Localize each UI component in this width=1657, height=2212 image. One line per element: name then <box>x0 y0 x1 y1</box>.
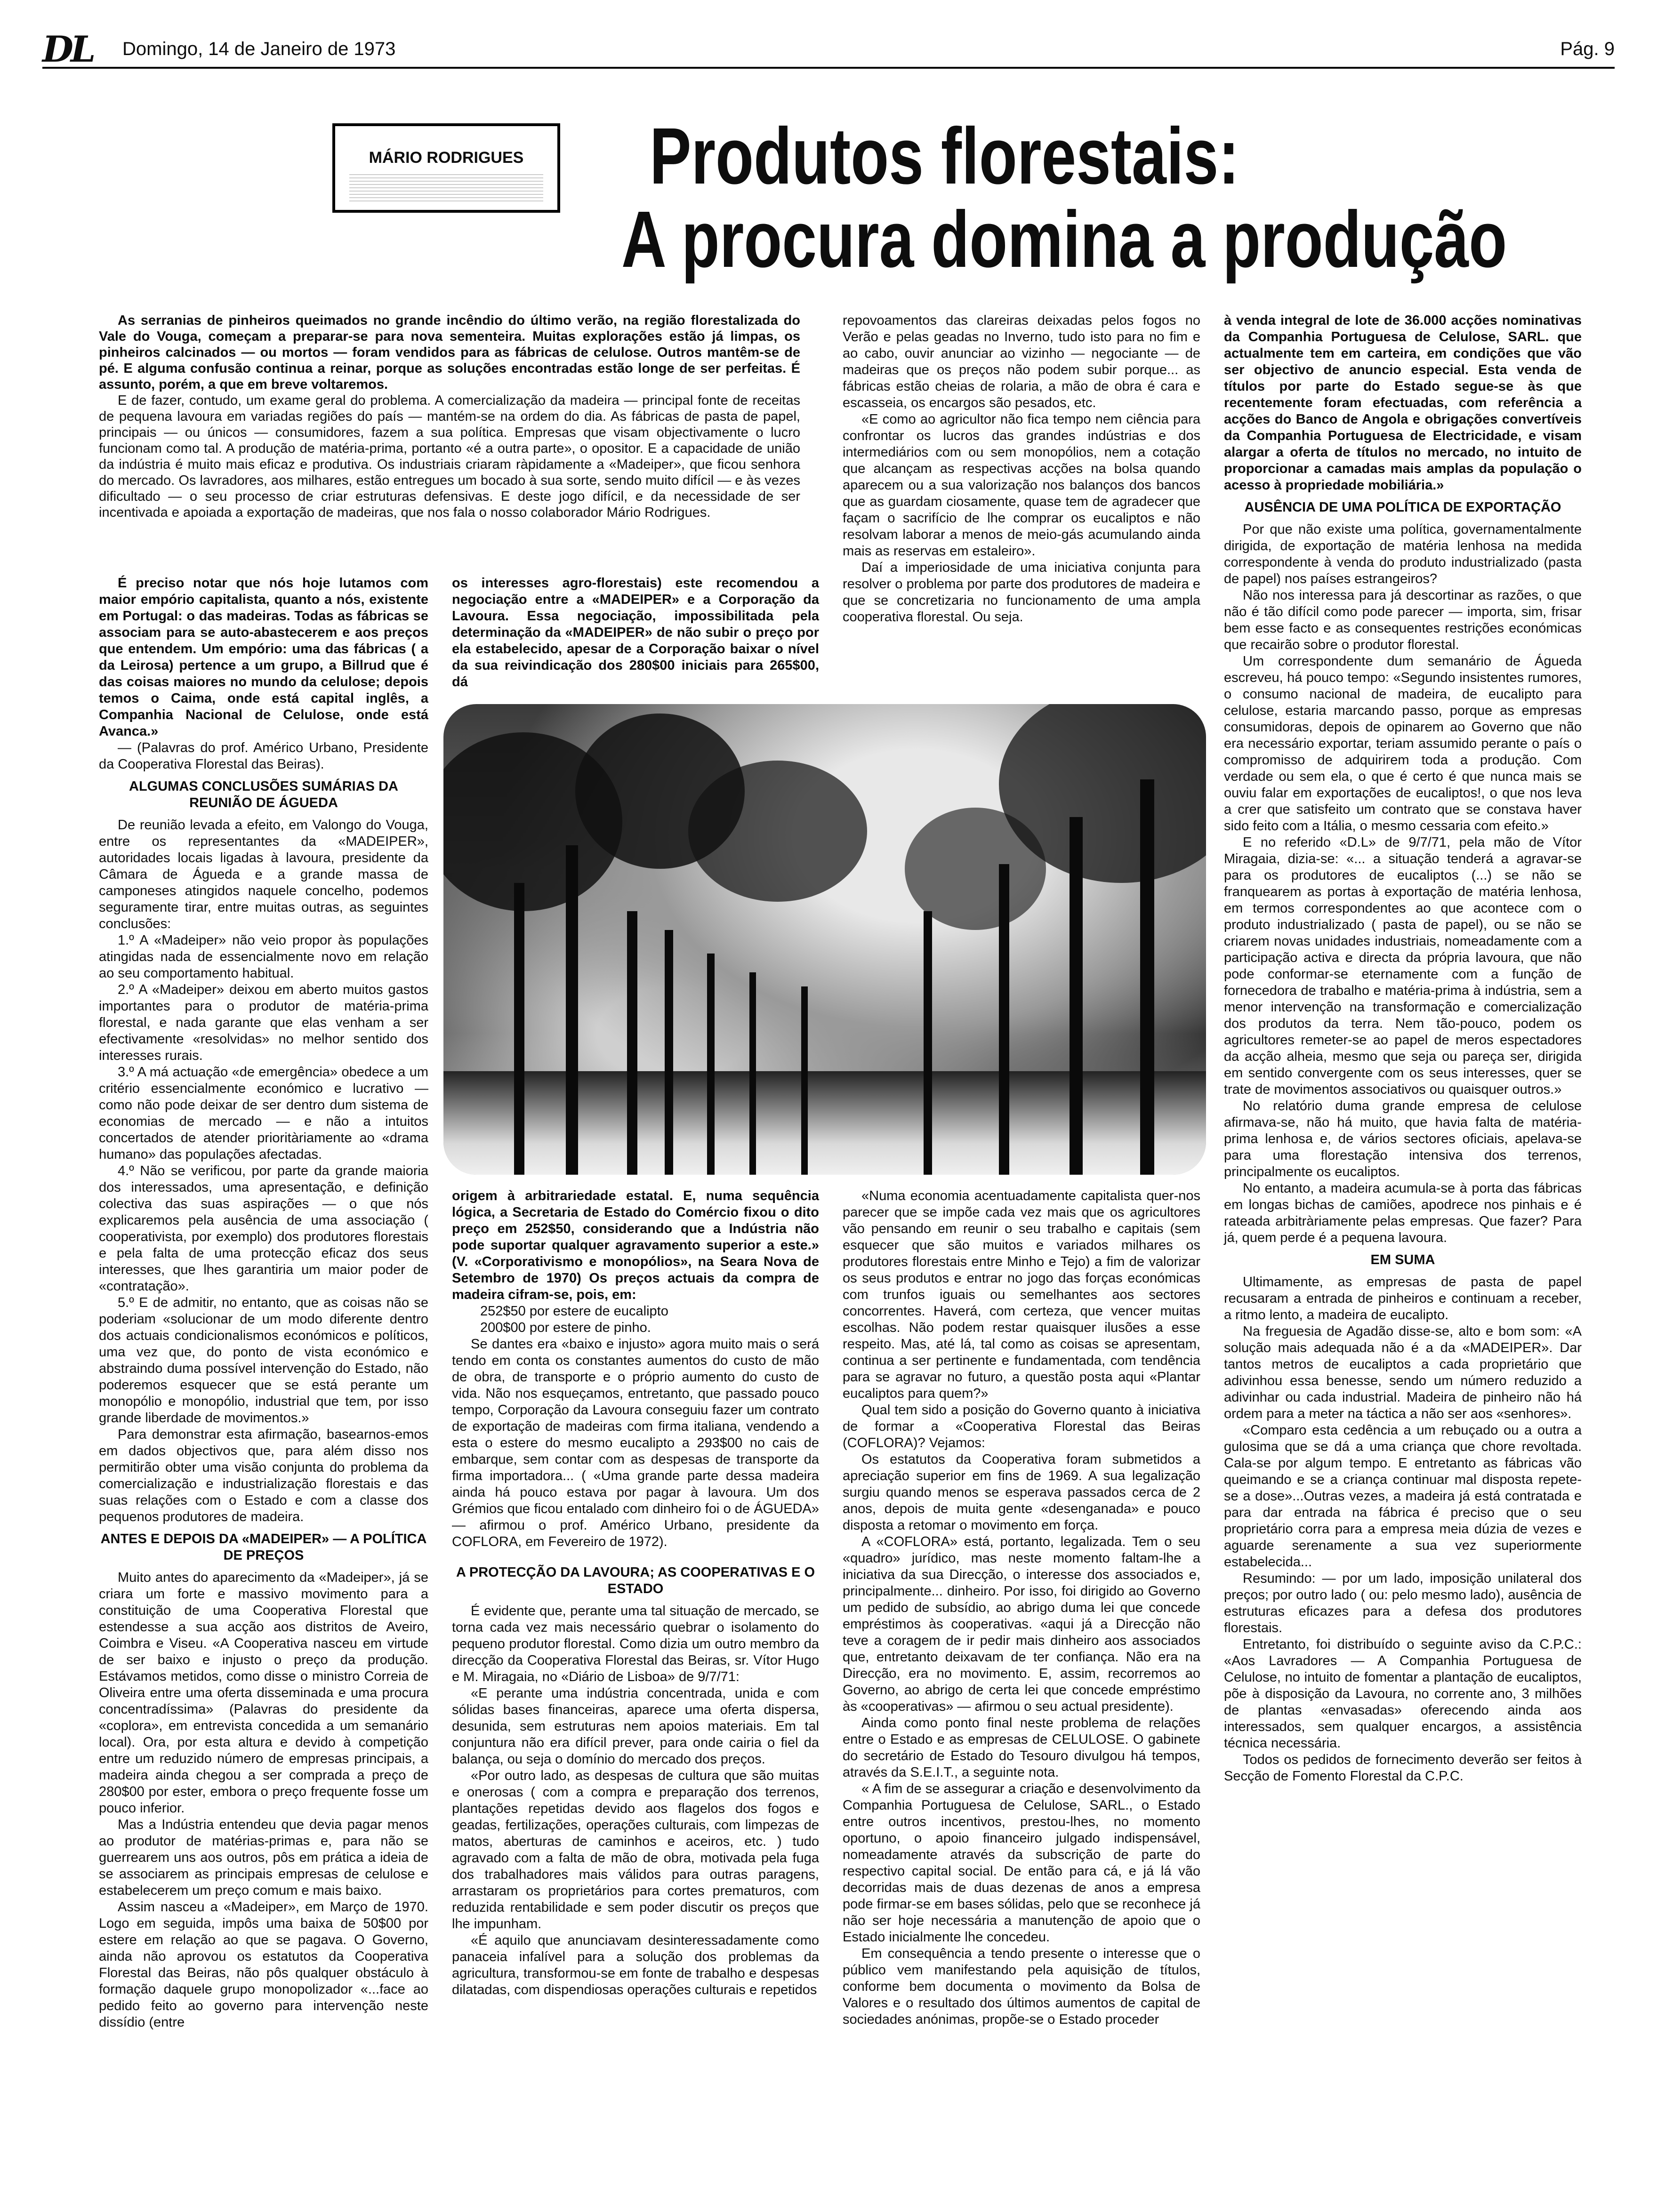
paragraph: Se dantes era «baixo e injusto» agora muito mais o será tendo em conta os constantes aumentos do custo de mão de obra, de transporte e o próprio aumento do custo de vida. Não nos esqueçamos, entretanto, que passado pouco tempo, Corporação da Lavoura conseguiu fazer um contrato de exportação de madeiras com firma italiana, vendendo a esta o estere do mesmo eucalipto a 293$00 no cais de embarque, sem contar com as despesas de transporte da firma importadora... ( «Uma grande parte dessa madeira ainda há pouco estava por pagar à lavoura. Um dos Grémios que ficou entalado com dinheiro foi o de ÁGUEDA» — afirmou o prof. Américo Urbano, presidente da COFLORA, em Fevereiro de 1972). <box>452 1337 819 1549</box>
paragraph: Todos os pedidos de fornecimento deverão ser feitos à Secção de Fomento Florestal da C.P.C. <box>1224 1752 1582 1784</box>
paragraph: repovoamentos das clareiras deixadas pelos fogos no Verão e pelas geadas no Inverno, tudo isto para no fim e ao cabo, ouvir anunciar ao vizinho — negociante — de madeiras que os preços não podem subir porque... as fábricas estão cheias de rolaria, a mão de obra é cara e escasseia, os encargos são pesados, etc. <box>843 313 1200 410</box>
paragraph: No entanto, a madeira acumula-se à porta das fábricas em longas bichas de camiões, apodrece nos pinhais e é rateada arbitràriamente pelas empresas. Que fazer? Para já, quem perde é a pequena lavoura. <box>1224 1181 1582 1245</box>
author-box <box>332 123 560 213</box>
paragraph: Muito antes do aparecimento da «Madeiper», já se criara um forte e massivo movimento para a constituição de uma Cooperativa Florestal que estendesse a sua acção aos distritos de Aveiro, Coimbra e Viseu. «A Cooperativa nasceu em virtude de ser baixo e injusto o preço da produção. Estávamos metidos, como disse o ministro Correia de Oliveira entre uma oferta disseminada e uma procura concentradíssima» (Palavras do presidente da «coplora», em entrevista concedida a um semanário local). Ora, por esta altura e devido à competição entre um reduzido número de empresas principais, a madeira ainda chegou a ser comprada a preço de 280$00 por ester, embora o preço frequente fosse um pouco inferior. <box>99 1570 428 1816</box>
author-box-texture <box>349 173 543 201</box>
section-heading: AUSÊNCIA DE UMA POLÍTICA DE EXPORTAÇÃO <box>1244 500 1561 515</box>
header-rule <box>42 67 1615 69</box>
headline-line-2: A procura domina a produção <box>621 194 1507 284</box>
tree-trunk <box>924 911 932 1175</box>
tree-trunk <box>1070 817 1083 1175</box>
paragraph: « A fim de se assegurar a criação e desenvolvimento da Companhia Portuguesa de Celulose, SARL., o Estado entre outros incentivos, prestou-lhes, no momento oportuno, o apoio financeiro julgado indispensável, nomeadamente através da subscrição de parte do respectivo capital social. De então para cá, e já lá vão decorridas mais de duas dezenas de anos a empresa pode firmar-se em bases sólidas, pelo que se reconhece já não ser hoje necessária a manutenção de apoio que o Estado inicialmente lhe concedeu. <box>843 1781 1200 1945</box>
paragraph: 2.º A «Madeiper» deixou em aberto muitos gastos importantes para o produtor de matéria-prima florestal, e nada garante que elas venham a ser efectivamente «resolvidas» no melhor sentido dos interesses rurais. <box>99 982 428 1063</box>
paragraph: Ainda como ponto final neste problema de relações entre o Estado e as empresas de CELULOSE. O gabinete do secretário de Estado do Tesouro divulgou há tempos, através da S.E.I.T., a seguinte nota. <box>843 1715 1200 1780</box>
column-1 <box>99 575 428 2031</box>
paragraph: E no referido «D.L» de 9/7/71, pela mão de Vítor Miragaia, dizia-se: «... a situação tenderá a agravar-se para os produtores de eucaliptos (...) se não se franquearem as portas à exportação de matéria lenhosa, em termos correspondentes ao que acontece com o produto industrializado ( pasta de papel), ou se não se criarem novas unidades industriais, nomeadamente com a participação activa e directa da própria lavoura, que não pode conformar-se eternamente com a função de fornecedora de trabalho e matéria-prima à indústria, sem a menor intervenção na transformação e comercialização dos produtos da terra. Nem tão-pouco, podem os agricultores remeter-se ao papel de meros espectadores da acção alheia, mesmo que seja ou pareça ser, dirigida em sentido convergente com os seus interesses, quer se trate de movimentos associativos ou quaisquer outros.» <box>1224 835 1582 1097</box>
tree-trunk <box>514 883 524 1175</box>
price-line: 252$50 por estere de eucalipto <box>480 1304 668 1319</box>
paragraph: «Numa economia acentuadamente capitalista quer-nos parecer que se impõe cada vez mais que os agricultores vão pensando em reunir o seu trabalho e capitais (sem esquecer que são muitos e variados milhares os produtores florestais entre Minho e Tejo) a fim de valorizar os seus produtos e entrar no jogo das forças económicas com trunfos iguais ou semelhantes aos sectores concorrentes. Haverá, com certeza, que vencer muitas escolhas. Não podem restar quaisquer ilusões a esse respeito. Mas, até lá, tal como as coisas se apresentam, continua a ser pertinente e fundamentada, com tendência para se agravar no futuro, a questão posta aqui «Plantar eucaliptos para quem?» <box>843 1188 1200 1401</box>
paragraph: De reunião levada a efeito, em Valongo do Vouga, entre os representantes da «MADEIPER», autoridades locais ligadas à lavoura, presidente da Câmara de Águeda e a grande massa de camponeses atingidos naquele concelho, podemos seguramente tirar, entre muitas outras, as seguintes conclusões: <box>99 817 428 931</box>
tree-trunk <box>566 845 578 1175</box>
tree-trunk <box>665 930 673 1175</box>
section-heading: A PROTECÇÃO DA LAVOURA; AS COOPERATIVAS E O ESTADO <box>456 1565 815 1596</box>
paragraph: «Comparo esta cedência a um rebuçado ou a outra a gulosima que se dá a uma criança que chore revoltada. Cala-se por algum tempo. E entretanto as fábricas vão queimando e se a criança continuar mal disposta repete-se a dose»...Outras vezes, a madeira já está contratada e para dar entrada na fábrica é preciso que o seu proprietário corra para a empresa meia dúzia de vezes e aguarde serenamente a sua vez superiormente estabelecida... <box>1224 1423 1582 1570</box>
paragraph: Entretanto, foi distribuído o seguinte aviso da C.P.C.: «Aos Lavradores — A Companhia Portuguesa de Celulose, no intuito de fomentar a plantação de eucaliptos, põe à disposição da Lavoura, no corrente ano, 3 milhões de plantas «envasadas» oferecendo ainda aos interessados, sem qualquer encargos, a assistência técnica necessária. <box>1224 1637 1582 1751</box>
tree-trunk <box>627 911 637 1175</box>
paragraph: Ultimamente, as empresas de pasta de papel recusaram a entrada de pinheiros e continuam a receber, a ritmo lento, a madeira de eucalipto. <box>1224 1274 1582 1322</box>
paragraph: os interesses agro-florestais) este recomendou a negociação entre a «MADEIPER» e a Corporação da Lavoura. Essa negociação, impossibilitada pela determinação da «MADEIPER» de não subir o preço por ela estabelecido, apesar de a Corporação baixar o nível da sua reivindicação dos 280$00 iniciais para 265$00, dá <box>452 576 819 689</box>
newspaper-logo: DL <box>42 28 93 70</box>
column-2-top <box>452 575 819 690</box>
paragraph: Não nos interessa para já descortinar as razões, o que não é tão difícil como pode parecer — importa, sim, frisar bem esse facto e as consequentes restrições económicas que recairão sobre o produtor florestal. <box>1224 588 1582 652</box>
paragraph: à venda integral de lote de 36.000 acções nominativas da Companhia Portuguesa de Celulose, SARL. que actualmente tem em carteira, em condições que vão ser objectivo de anuncio especial. Esta venda de títulos por parte do Estado segue-se às que recentemente foram efectuadas, com referência a acções do Banco de Angola e obrigações convertíveis da Companhia Portuguesa de Electricidade, e visam alargar a oferta de títulos no mercado, no intuito de proporcionar a camadas mais amplas da população o acesso à propriedade mobiliária.» <box>1224 313 1582 493</box>
paragraph: Para demonstrar esta afirmação, basearnos-emos em dados objectivos que, para além disso nos permitirão obter uma visão conjunta do problema da comercialização e industrialização florestais e das suas relações com o Estado e com a classe dos pequenos produtores de madeira. <box>99 1427 428 1524</box>
price-line: 200$00 por estere de pinho. <box>480 1320 651 1335</box>
column-4 <box>1224 313 1582 1785</box>
paragraph: Resumindo: — por um lado, imposição unilateral dos preços; por outro lado ( ou: pelo mesmo lado), ausência de estruturas eficazes para a defesa dos produtores florestais. <box>1224 1571 1582 1635</box>
paragraph: «É aquilo que anunciavam desinteressadamente como panaceia infalível para a solução dos problemas da agricultura, transformou-se em fonte de trabalho e despesas dilatadas, com dispendiosas operações culturais e repetidos <box>452 1933 819 1997</box>
article-intro <box>99 313 800 521</box>
tree-trunk <box>999 864 1009 1175</box>
paragraph: Por que não existe uma política, governamentalmente dirigida, de exportação de matéria lenhosa na medida correspondente à venda do produto industrializado (pasta de papel) nos países estrangeiros? <box>1224 522 1582 586</box>
paragraph: Em consequência a tendo presente o interesse que o público vem manifestando pela aquisição de títulos, conforme bem documenta o movimento da Bolsa de Valores e o resultado dos últimos aumentos de capital de sociedades anónimas, propõe-se o Estado proceder <box>843 1946 1200 2027</box>
paragraph: Os estatutos da Cooperativa foram submetidos a apreciação superior em fins de 1969. A sua legalização surgiu quando menos se esperava passados cerca de 2 anos, depois de muita gente «desenganada» e pouco disposta a retomar o movimento em força. <box>843 1452 1200 1533</box>
paragraph: «Por outro lado, as despesas de cultura que são muitas e onerosas ( com a compra e preparação dos terrenos, plantações repetidas devido aos flagelos dos fogos e geadas, fertilizações, operações culturais, com limpezas de matos, aberturas de caminhos e aceiros, etc. ) tudo agravado com a falta de mão de obra, motivada pela fuga dos trabalhadores mais válidos para outras paragens, arrastaram os proprietários para cortes prematuros, com reduzida rentabilidade e sem poder discutir os preços que lhe impunham. <box>452 1768 819 1931</box>
paragraph: 4.º Não se verificou, por parte da grande maioria dos interessados, uma apresentação, e definição colectiva das suas aspirações — o que nós explicaremos pela ausência de uma associação ( cooperativista, por exemplo) dos produtores florestais e pela falta de uma protecção eficaz dos seus interesses, que lhes garantiria um maior poder de «contratação». <box>99 1163 428 1294</box>
paragraph: origem à arbitrariedade estatal. E, numa sequência lógica, a Secretaria de Estado do Comércio fixou o dito preço em 252$50, considerando que a Indústria não pode suportar qualquer agravamento superior a este.» (V. «Corporativismo e monopólios», na Seara Nova de Setembro de 1970) Os preços actuais da compra de madeira cifram-se, pois, em: <box>452 1188 819 1302</box>
paragraph: «E como ao agricultor não fica tempo nem ciência para confrontar os lucros das grandes indústrias e dos intermediários com ou sem monopólios, nem a cotação que alcançam as respectivas acções na bolsa quando aparecem ou a sua valorização nos balanços dos bancos que as guardam ciosamente, quase tem de agradecer que façam o sacrifício de lhe comprar os eucaliptos e não resolvam laborar a menos de meio-gás acumulando ainda mais as reservas em estaleiro». <box>843 412 1200 559</box>
tree-trunk <box>749 972 756 1175</box>
paragraph: Mas a Indústria entendeu que devia pagar menos ao produtor de matérias-primas e, para não se guerrearem uns aos outros, pôs em prática a ideia de se associarem as principais empresas de celulose e estabelecerem um preço comum e mais baixo. <box>99 1817 428 1898</box>
paragraph: 5.º E de admitir, no entanto, que as coisas não se poderiam «solucionar de um modo diferente dentro dos actuais condicionalismos económicos e políticos, uma vez que, do ponto de vista económico e abstraindo duma possível intervenção do Estado, não poderemos esquecer que se está perante um monopólio e monopólio, industrial que tem, por isso grande liberdade de movimentos.» <box>99 1295 428 1426</box>
page-header <box>42 28 1615 70</box>
column-3-top <box>843 313 1200 625</box>
tree-trunk <box>707 954 715 1175</box>
tree-trunk <box>801 986 808 1175</box>
paragraph: A «COFLORA» está, portanto, legalizada. Tem o seu «quadro» jurídico, mas neste momento faltam-lhe a iniciativa da sua Direcção, o interesse dos associados e, principalmente... dinheiro. Por isso, foi dirigido ao Governo um pedido de subsídio, ao abrigo duma lei que concede empréstimos às cooperativas. «aqui já a Direcção não teve a coragem de ir pedir mais dinheiro aos associados que, entretanto deixavam de ter confiança. Não era na Direcção, era no movimento. E, assim, recorremos ao Governo, ao abrigo de certa lei que concede empréstimo às «cooperativas» — afirmou o seu actual presidente). <box>843 1534 1200 1714</box>
page-number: Pág. 9 <box>1560 39 1615 59</box>
section-heading: ALGUMAS CONCLUSÕES SUMÁRIAS DA REUNIÃO DE ÁGUEDA <box>129 779 398 810</box>
section-heading: EM SUMA <box>1370 1252 1435 1267</box>
issue-date: Domingo, 14 de Janeiro de 1973 <box>122 39 396 59</box>
intro-paragraph: E de fazer, contudo, um exame geral do problema. A comercialização da madeira — principal fonte de receitas de pequena lavoura em variadas regiões do país — mantém-se na ordem do dia. As fábricas de pasta de papel, principais — ou únicos — consumidores, fazem a sua política. Empresas que visam objectivamente o lucro funcionam como tal. A produção de matéria-prima, portanto «é a outra parte», o opositor. E a capacidade de união da indústria é muito mais eficaz e produtiva. Os industriais criaram ràpidamente a «Madeiper», que ficou senhora do mercado. Os lavradores, aos milhares, estão entregues um bocado à sua sorte, sendo muito difícil — e às vezes dificultado — o seu processo de criar estruturas defensivas. E deste jogo difícil, e da necessidade de ser incentivada e apoiada a exportação de madeiras, que nos fala o nosso colaborador Mário Rodrigues. <box>99 393 800 520</box>
paragraph: Assim nasceu a «Madeiper», em Março de 1970. Logo em seguida, impôs uma baixa de 50$00 por estere em relação ao que se pagava. O Governo, ainda não aprovou os estatutos da Cooperativa Florestal das Beiras, não pôs qualquer obstáculo à formação daquele grupo monopolizador «...face ao pedido feito ao governo para intervenção neste dissídio (entre <box>99 1899 428 2030</box>
tree-trunk <box>1140 779 1154 1175</box>
paragraph: «E perante uma indústria concentrada, unida e com sólidas bases financeiras, aparece uma oferta dispersa, desunida, sem estruturas nem apoios materiais. Em tal conjuntura não era difícil prever, para onde cairia o fiel da balança, ou seja o domínio do mercado dos preços. <box>452 1686 819 1767</box>
author-name: MÁRIO RODRIGUES <box>369 149 524 167</box>
section-heading: ANTES E DEPOIS DA «MADEIPER» — A POLÍTICA DE PREÇOS <box>100 1531 427 1563</box>
quote-source: — (Palavras do prof. Américo Urbano, Presidente da Cooperativa Florestal das Beiras). <box>99 740 428 772</box>
intro-paragraph: As serranias de pinheiros queimados no grande incêndio do último verão, na região florestalizada do Vale do Vouga, começam a preparar-se para nova sementeira. Muitas explorações estão já limpas, os pinheiros calcinados — ou mortos — foram vendidos para as fábricas de celulose. Outros mantêm-se de pé. E alguma confusão continua a reinar, porque as soluções encontradas estão longe de ser perfeitas. É assunto, porém, a que em breve voltaremos. <box>99 313 800 392</box>
tree-canopy <box>688 761 867 902</box>
paragraph: É evidente que, perante uma tal situação de mercado, se torna cada vez mais necessário quebrar o isolamento do pequeno produtor florestal. Como dizia um outro membro da direcção da Cooperativa Florestal das Beiras, sr. Vítor Hugo e M. Miragaia, no «Diário de Lisboa» de 9/7/71: <box>452 1603 819 1684</box>
paragraph: Daí a imperiosidade de uma iniciativa conjunta para resolver o problema por parte dos produtores de madeira e que se concretizaria no funcionamento de uma ampla cooperativa florestal. Ou seja. <box>843 560 1200 625</box>
paragraph: Um correspondente dum semanário de Águeda escreveu, há pouco tempo: «Segundo insistentes rumores, o consumo nacional de madeira, de eucalipto para celulose, estaria marcando passo, porque as empresas consumidoras, depois de opinarem ao Governo que não era necessário exportar, teriam assumido perante o país o compromisso de adquirirem toda a produção. Com verdade ou sem ela, o que é certo é que nunca mais se ouviu falar em exportações de eucaliptos!, o que nos leva a crer que satisfeito um contrato que se constava haver sido feito com a Itália, o mesmo cessaria com efeito.» <box>1224 654 1582 834</box>
paragraph: No relatório duma grande empresa de celulose afirmava-se, não há muito, que havia falta de matéria-prima lenhosa e, de vários sectores oficiais, apelava-se para uma florestação intensiva dos terrenos, principalmente os eucaliptos. <box>1224 1098 1582 1179</box>
paragraph: 1.º A «Madeiper» não veio propor às populações atingidas nada de essencialmente novo em relação ao seu comportamento habitual. <box>99 933 428 981</box>
paragraph: Na freguesia de Agadão disse-se, alto e bom som: «A solução mais adequada não é a da «MADEIPER». Dar tantos metros de eucaliptos a cada proprietário que adivinhou essa benesse, sendo um número reduzido a adivinhar ou cada industrial. Madeira de pinheiro não há ordem para a meter na táctica a não ser aos «senhores». <box>1224 1324 1582 1421</box>
forest-photo <box>443 704 1206 1175</box>
headline <box>621 112 1591 284</box>
photo-ground <box>443 1071 1206 1175</box>
headline-line-1: Produtos florestais: <box>650 112 1239 201</box>
column-2 <box>452 1188 819 1998</box>
column-3 <box>843 1188 1200 2028</box>
paragraph: 3.º A má actuação «de emergência» obedece a um critério essencialmente económico e lucrativo — como não pode deixar de ser dentro dum sistema de economias de mercado — e não a intuitos concertados de atender prioritàriamente ao «drama humano» das populações afectadas. <box>99 1065 428 1162</box>
quote-paragraph: É preciso notar que nós hoje lutamos com maior empório capitalista, quanto a nós, existente em Portugal: o das madeiras. Todas as fábricas se associam para se auto-abastecerem e aos preços que entendem. Um empório: uma das fábricas ( a da Leirosa) pertence a um grupo, a Billrud que é das coisas maiores no mundo da celulose; depois temos o Caima, onde está capital inglês, a Companhia Nacional de Celulose, onde está Avanca.» <box>99 576 428 739</box>
paragraph: Qual tem sido a posição do Governo quanto à iniciativa de formar a «Cooperativa Florestal das Beiras (COFLORA)? Vejamos: <box>843 1403 1200 1451</box>
